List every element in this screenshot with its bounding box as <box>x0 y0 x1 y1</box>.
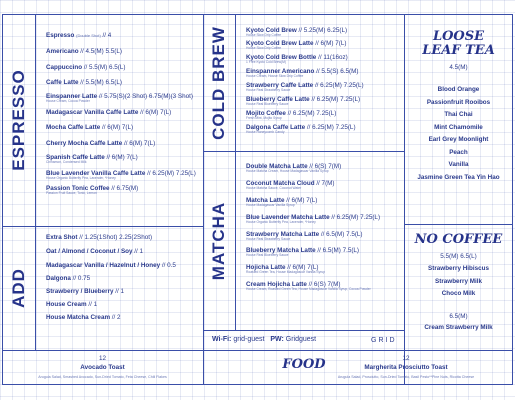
no-coffee-price: 6.5(M) <box>449 313 468 320</box>
food-price: 12 <box>402 355 410 362</box>
matcha-title: MATCHA <box>209 201 228 280</box>
loose-leaf-tea-title: LOOSE LEAF TEA <box>422 29 495 58</box>
tea-item: Jasmine Green Tea Yin Hao <box>417 174 500 181</box>
menu-item: Blueberry Caffe Latte // 6.25(M) 7.25(L) House Real Blueberry Sauce <box>246 96 361 107</box>
tea-item: Passionfruit Rooibos <box>426 99 491 106</box>
food-desc: Arugula Salad, Prosciutto, Sun-Dried Tomato, Basil Pesto**Pine Nuts, Ricotta Cheese <box>337 375 475 379</box>
divider <box>235 14 236 330</box>
menu-item: Matcha Latte // 6(M) 7(L) House Madagascar Vanilla Syrup <box>246 197 318 208</box>
menu-item: Einspanner Americano // 5.5(S) 6.5(M) House Cream, House Slow Drip Coffee <box>246 68 359 79</box>
menu-item: Kyoto Cold Brew Bottle // 11(16oz) 1 Free Kyoto Cold Brew(M) <box>246 54 348 65</box>
menu-item: Kyoto Cold Brew // 5.25(M) 6.25(L) House Slow Drip Coffee <box>246 27 348 38</box>
menu-item: Cappuccino // 5.5(M) 6.5(L) <box>46 64 126 71</box>
tea-price: 4.5(M) <box>449 64 468 71</box>
add-item: Madagascar Vanilla / Hazelnut / Honey // 0.5 <box>46 262 176 269</box>
menu-item: Spanish Caffe Latte // 6(M) 7(L) Cinnamon, Condensed Milk <box>46 154 138 165</box>
no-coffee-price: 5.5(M) 6.5(L) <box>440 253 477 260</box>
divider <box>512 14 513 384</box>
menu-item: Strawberry Matcha Latte // 6.5(M) 7.5(L) House Real Strawberry Sauce <box>246 231 363 242</box>
food-item: Margherita Prosciutto Toast <box>364 364 448 371</box>
menu-item: Mojito Coffee // 6.25(M) 7.25(L) Fresh Mint, Mojito Syrup <box>246 110 337 121</box>
no-coffee-item: Choco Milk <box>441 290 476 297</box>
menu-item: Cherry Mocha Caffe Latte // 6(M) 7(L) <box>46 140 156 147</box>
add-item: Strawberry / Blueberry // 1 <box>46 288 125 295</box>
tea-item: Thai Chai <box>444 111 473 118</box>
menu-item: Einspanner Latte // 5.75(S)(2 Shot) 6.75(M)(3 Shot) House Cream, Cocoa Powder <box>46 93 193 104</box>
tea-item: Mint Chamomile <box>434 124 483 131</box>
add-item: House Cream // 1 <box>46 301 98 308</box>
food-title: FOOD <box>282 357 326 372</box>
menu-item: Mocha Caffe Latte // 6(M) 7(L) <box>46 124 134 131</box>
wifi-info: Wi-Fi: grid-guest PW: Gridguest <box>212 336 317 343</box>
divider <box>404 224 512 225</box>
menu-item: Kyoto Cold Brew Latte // 6(M) 7(L) House Slow Drip Coffee <box>246 40 347 51</box>
tea-item: Blood Orange <box>437 86 480 93</box>
menu-item: Espresso (Double Shot) // 4 <box>46 32 112 39</box>
menu-item: Cream Hojicha Latte // 6(S) 7(M) House Cream, Roasted Green Tea, House Madagascar Vanilla Syrup, Cocoa Powder <box>246 281 371 292</box>
food-item: Avocado Toast <box>80 364 125 371</box>
menu-item: Blueberry Matcha Latte // 6.5(M) 7.5(L) House Real Blueberry Sauce <box>246 247 360 258</box>
menu-item: Double Matcha Latte // 6(S) 7(M) House Matcha Cream, House Madagascar Vanilla Syrup <box>246 163 342 174</box>
food-desc: Arugula Salad, Smashed Avocado, Sun-Dried Tomato, Feta Cheese, Chili Flakes <box>38 375 167 379</box>
no-coffee-item: Strawberry Milk <box>435 278 482 285</box>
divider <box>2 350 513 351</box>
menu-item: Dalgona Caffe Latte // 6.25(M) 7.25(L) House Honeycomb Candy <box>246 124 356 135</box>
add-item: Extra Shot // 1.25(1Shot) 2.25(2Shot) <box>46 234 153 241</box>
food-price: 12 <box>98 355 106 362</box>
grid-logo: GRID <box>371 337 397 344</box>
espresso-title: ESPRESSO <box>8 69 28 171</box>
tea-item: Earl Grey Moonlight <box>428 136 489 143</box>
menu-item: Blue Lavender Matcha Latte // 6.25(M) 7.25(L) House Organic Butterfly Pea, Lavender, *Honey <box>246 214 381 225</box>
divider <box>2 384 513 385</box>
menu-item: Caffe Latte // 5.5(M) 6.5(L) <box>46 79 122 86</box>
menu-item: Passion Tonic Coffee // 6.75(M) Passion Fruit Sauce, Tonic, Lemon <box>46 185 139 196</box>
menu-item: Hojicha Latte // 6(M) 7(L) Roasted Green Tea, House Madagascar Vanilla Syrup <box>246 264 326 275</box>
menu-item: Blue Lavender Vanilla Caffe Latte // 6.25(M) 7.25(L) House Organic Butterfly Pea, Lavender, *Honey <box>46 170 196 181</box>
add-item: House Matcha Cream // 2 <box>46 314 121 321</box>
add-item: Dalgona // 0.75 <box>46 275 91 282</box>
menu-item: Madagascar Vanilla Caffe Latte // 6(M) 7(L) <box>46 109 172 116</box>
divider <box>203 330 404 331</box>
menu-item: Strawberry Caffe Latte // 6.25(M) 7.25(L) House Real Strawberry Sauce <box>246 82 364 93</box>
tea-item: Peach <box>449 149 468 156</box>
tea-item: Vanilla <box>448 161 469 168</box>
add-title: ADD <box>8 268 28 308</box>
no-coffee-item: Cream Strawberry Milk <box>424 324 493 331</box>
no-coffee-title: NO COFFEE <box>414 232 503 247</box>
cold-brew-title: COLD BREW <box>209 25 229 140</box>
menu-item: Coconut Matcha Cloud // 7(M) House Matcha Sauce, Coconut Water <box>246 180 335 191</box>
divider <box>35 14 36 350</box>
menu-item: Americano // 4.5(M) 5.5(L) <box>46 48 122 55</box>
no-coffee-item: Strawberry Hibiscus <box>428 265 489 272</box>
add-item: Oat / Almond / Coconut / Soy // 1 <box>46 248 144 255</box>
divider <box>2 14 513 15</box>
